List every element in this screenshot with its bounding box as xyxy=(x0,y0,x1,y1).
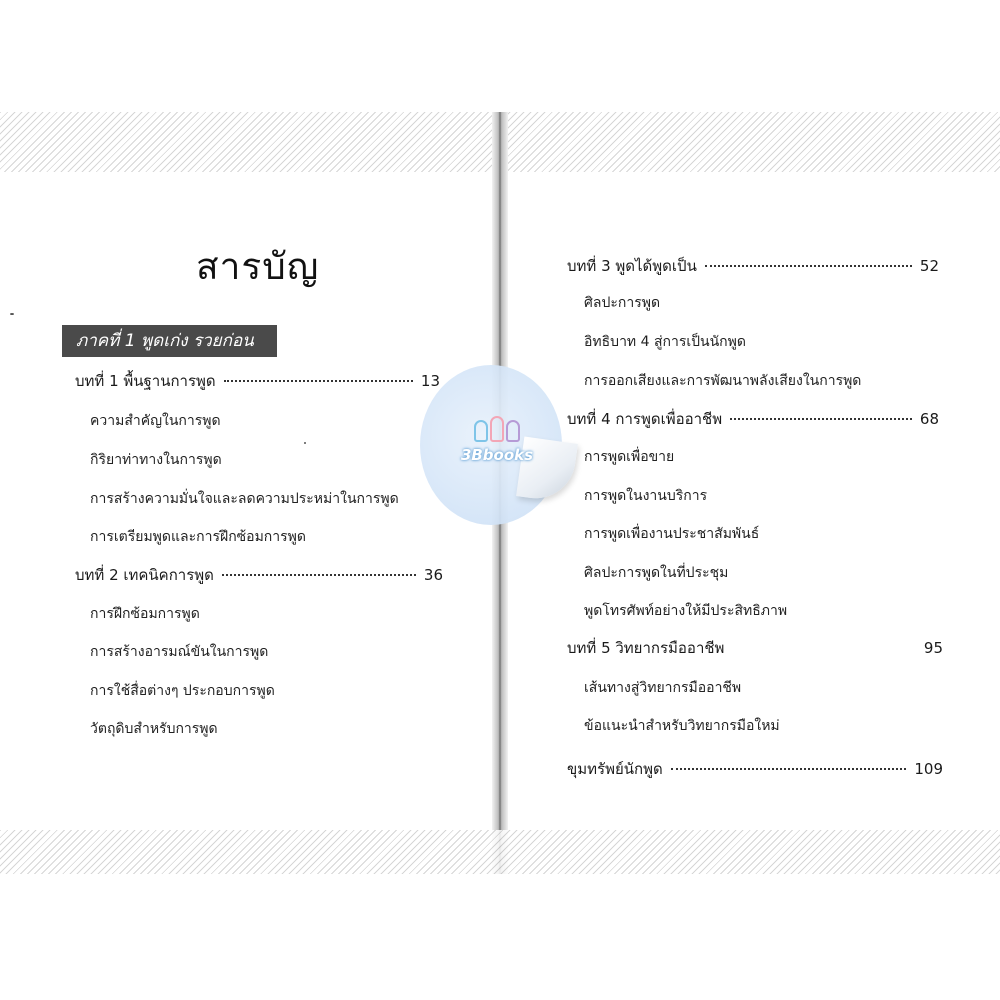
section-entry: การฝึกซ้อมการพูด xyxy=(90,606,200,622)
section-entry: พูดโทรศัพท์อย่างให้มีประสิทธิภาพ xyxy=(584,603,788,619)
dot-leader xyxy=(730,418,912,420)
chapter-title: ขุมทรัพย์นักพูด xyxy=(567,760,663,778)
dot-leader xyxy=(671,768,907,770)
section-entry: ข้อแนะนำสำหรับวิทยากรมือใหม่ xyxy=(584,718,780,734)
chapter-entry xyxy=(567,407,939,431)
section-entry: การสร้างอารมณ์ขันในการพูด xyxy=(90,644,269,660)
chapter-entry xyxy=(75,369,440,393)
section-entry: อิทธิบาท 4 สู่การเป็นนักพูด xyxy=(584,334,746,350)
page-title: สารบัญ xyxy=(196,245,320,288)
section-entry: การเตรียมพูดและการฝึกซ้อมการพูด xyxy=(90,529,306,545)
section-entry: กิริยาท่าทางในการพูด xyxy=(90,452,222,468)
section-entry: เส้นทางสู่วิทยากรมืออาชีพ xyxy=(584,680,742,696)
section-entry: การใช้สื่อต่างๆ ประกอบการพูด xyxy=(90,683,275,699)
section-entry: ศิลปะการพูดในที่ประชุม xyxy=(584,565,729,581)
section-entry: ศิลปะการพูด xyxy=(584,295,661,311)
dot-leader xyxy=(222,574,416,576)
chapter-title: บทที่ 4 การพูดเพื่ออาชีพ xyxy=(567,410,723,428)
section-entry: ความสำคัญในการพูด xyxy=(90,413,221,429)
page-number: 13 xyxy=(420,372,440,390)
section-entry: การพูดเพื่องานประชาสัมพันธ์ xyxy=(584,526,760,542)
shop-logo xyxy=(452,412,542,472)
print-speck xyxy=(10,313,14,315)
page-number: 109 xyxy=(914,760,943,778)
figure-icon xyxy=(490,416,504,442)
chapter-title: บทที่ 5 วิทยากรมืออาชีพ xyxy=(567,639,725,657)
page-number: 36 xyxy=(423,566,443,584)
section-entry: การพูดเพื่อขาย xyxy=(584,449,675,465)
chapter-title: บทที่ 3 พูดได้พูดเป็น xyxy=(567,257,697,275)
chapter-title: บทที่ 2 เทคนิคการพูด xyxy=(75,566,214,584)
chapter-entry xyxy=(567,757,943,781)
bottom-stripe-border xyxy=(0,830,1000,874)
section-entry: การสร้างความมั่นใจและลดความประหม่าในการพูด xyxy=(90,491,399,507)
page-number: 68 xyxy=(919,410,939,428)
shop-brand: 3Bbooks xyxy=(460,446,534,464)
people-icon xyxy=(452,412,542,442)
dot-leader xyxy=(732,647,915,649)
section-entry: วัตถุดิบสำหรับการพูด xyxy=(90,721,218,737)
chapter-entry xyxy=(567,254,939,278)
print-speck xyxy=(304,442,306,444)
figure-icon xyxy=(474,420,488,442)
chapter-entry xyxy=(75,563,443,587)
page-number: 95 xyxy=(923,639,943,657)
chapter-entry xyxy=(567,636,943,660)
figure-icon xyxy=(506,420,520,442)
page-number: 52 xyxy=(919,257,939,275)
section-entry: การออกเสียงและการพัฒนาพลังเสียงในการพูด xyxy=(584,373,862,389)
dot-leader xyxy=(705,265,912,267)
section-entry: การพูดในงานบริการ xyxy=(584,488,708,504)
part-label: ภาคที่ 1 พูดเก่ง รวยก่อน xyxy=(62,325,277,357)
dot-leader xyxy=(224,380,413,382)
chapter-title: บทที่ 1 พื้นฐานการพูด xyxy=(75,372,216,390)
